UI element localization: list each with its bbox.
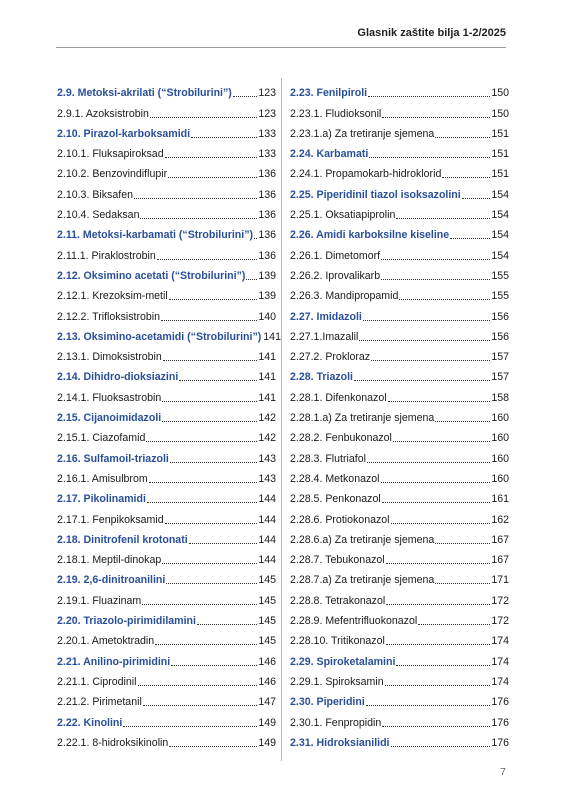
toc-entry-page: 144 xyxy=(258,493,276,506)
toc-entry-page: 141 xyxy=(258,391,276,404)
toc-entry-label: 2.9. Metoksi-akrilati (“Strobilurini”) xyxy=(57,87,232,100)
toc-leader-dots xyxy=(123,726,257,727)
toc-leader-dots xyxy=(162,421,257,422)
toc-entry-page: 160 xyxy=(491,472,509,485)
toc-entry-label: 2.22. Kinolini xyxy=(57,716,123,729)
toc-section-entry[interactable] xyxy=(57,708,276,728)
toc-entry-label: 2.28.9. Mefentrifluokonazol xyxy=(290,615,418,628)
toc-entry[interactable] xyxy=(57,201,276,221)
toc-leader-dots xyxy=(147,502,257,503)
toc-entry-page: 174 xyxy=(491,635,509,648)
toc-leader-dots xyxy=(149,482,258,483)
toc-entry-label: 2.16. Sulfamoil-triazoli xyxy=(57,452,169,465)
toc-entry-label: 2.28.5. Penkonazol xyxy=(290,493,381,506)
toc-entry[interactable] xyxy=(57,140,276,160)
toc-entry[interactable] xyxy=(290,566,509,586)
toc-entry[interactable] xyxy=(290,282,509,302)
toc-leader-dots xyxy=(134,198,257,199)
toc-entry-label: 2.11. Metoksi-karbamati (“Strobilurini”) xyxy=(57,229,254,242)
toc-entry-label: 2.26.2. Iprovalikarb xyxy=(290,269,381,282)
toc-section-entry[interactable] xyxy=(57,485,276,505)
toc-section-entry[interactable] xyxy=(290,363,509,383)
toc-entry-label: 2.28. Triazoli xyxy=(290,371,354,384)
toc-entry[interactable] xyxy=(290,526,509,546)
toc-leader-dots xyxy=(386,563,491,564)
toc-leader-dots xyxy=(435,137,490,138)
toc-entry-label: 2.30.1. Fenpropidin xyxy=(290,716,382,729)
toc-entry-label: 2.24.1. Propamokarb-hidroklorid xyxy=(290,168,442,181)
toc-entry-label: 2.17.1. Fenpikoksamid xyxy=(57,513,164,526)
toc-entry-label: 2.14. Dihidro-dioksiazini xyxy=(57,371,179,384)
toc-entry-page: 157 xyxy=(491,371,509,384)
toc-leader-dots xyxy=(155,644,257,645)
toc-entry-label: 2.26.1. Dimetomorf xyxy=(290,249,381,262)
toc-entry[interactable] xyxy=(290,586,509,606)
toc-entry-label: 2.27. Imidazoli xyxy=(290,310,362,323)
toc-entry-label: 2.23.1.a) Za tretiranje sjemena xyxy=(290,127,435,140)
toc-entry-page: 167 xyxy=(491,554,509,567)
toc-leader-dots xyxy=(393,441,490,442)
toc-leader-dots xyxy=(138,685,258,686)
toc-entry[interactable] xyxy=(290,607,509,627)
toc-entry-label: 2.12.2. Trifloksistrobin xyxy=(57,310,161,323)
toc-leader-dots xyxy=(354,380,490,381)
toc-entry-page: 174 xyxy=(491,675,509,688)
toc-entry-page: 174 xyxy=(491,655,509,668)
toc-leader-dots xyxy=(162,563,257,564)
toc-entry[interactable] xyxy=(57,343,276,363)
toc-entry-page: 157 xyxy=(491,351,509,364)
toc-leader-dots xyxy=(368,96,490,97)
toc-entry-page: 133 xyxy=(258,148,276,161)
toc-entry[interactable] xyxy=(57,586,276,606)
toc-entry[interactable] xyxy=(290,444,509,464)
toc-leader-dots xyxy=(382,726,490,727)
toc-leader-dots xyxy=(168,177,257,178)
toc-leader-dots xyxy=(385,685,491,686)
toc-entry-page: 160 xyxy=(491,452,509,465)
toc-entry[interactable] xyxy=(290,262,509,282)
header-rule xyxy=(56,47,506,48)
toc-section-entry[interactable] xyxy=(290,180,509,200)
toc-entry[interactable] xyxy=(290,241,509,261)
toc-entry-label: 2.28.1. Difenkonazol xyxy=(290,391,387,404)
toc-entry-page: 162 xyxy=(491,513,509,526)
toc-entry[interactable] xyxy=(290,404,509,424)
toc-entry-label: 2.21.1. Ciprodinil xyxy=(57,675,137,688)
toc-section-entry[interactable] xyxy=(290,688,509,708)
toc-leader-dots xyxy=(166,583,257,584)
toc-section-entry[interactable] xyxy=(57,262,276,282)
toc-leader-dots xyxy=(435,543,490,544)
toc-entry-page: 154 xyxy=(491,209,509,222)
toc-leader-dots xyxy=(146,441,257,442)
journal-title: Glasnik zaštite bilja 1-2/2025 xyxy=(357,27,506,39)
toc-entry[interactable] xyxy=(57,424,276,444)
toc-entry-label: 2.29. Spiroketalamini xyxy=(290,655,396,668)
toc-entry-page: 149 xyxy=(258,736,276,749)
toc-entry[interactable] xyxy=(57,668,276,688)
toc-entry[interactable] xyxy=(290,383,509,403)
toc-entry[interactable] xyxy=(290,505,509,525)
toc-entry-label: 2.28.6. Protiokonazol xyxy=(290,513,390,526)
toc-leader-dots xyxy=(382,117,490,118)
toc-entry-page: 145 xyxy=(258,615,276,628)
toc-entry-label: 2.11.1. Piraklostrobin xyxy=(57,249,156,262)
toc-leader-dots xyxy=(165,523,258,524)
toc-entry-label: 2.28.2. Fenbukonazol xyxy=(290,432,392,445)
toc-entry-page: 136 xyxy=(258,249,276,262)
toc-entry-label: 2.20. Triazolo-pirimidilamini xyxy=(57,615,196,628)
toc-entry-page: 167 xyxy=(491,533,509,546)
toc-entry-page: 160 xyxy=(491,412,509,425)
toc-leader-dots xyxy=(399,299,490,300)
toc-entry-page: 123 xyxy=(258,107,276,120)
toc-entry-page: 146 xyxy=(258,655,276,668)
toc-entry[interactable] xyxy=(57,465,276,485)
toc-entry-page: 142 xyxy=(258,412,276,425)
toc-entry-label: 2.23. Fenilpiroli xyxy=(290,87,368,100)
toc-entry[interactable] xyxy=(57,688,276,708)
toc-leader-dots xyxy=(366,705,491,706)
toc-leader-dots xyxy=(363,320,490,321)
toc-leader-dots xyxy=(157,259,258,260)
toc-section-entry[interactable] xyxy=(290,221,509,241)
toc-entry-label: 2.29.1. Spiroksamin xyxy=(290,675,384,688)
toc-leader-dots xyxy=(191,137,257,138)
toc-leader-dots xyxy=(142,604,257,605)
toc-entry-label: 2.25.1. Oksatiapiprolin xyxy=(290,209,396,222)
toc-leader-dots xyxy=(388,401,491,402)
toc-section-entry[interactable] xyxy=(290,79,509,99)
toc-leader-dots xyxy=(197,624,257,625)
toc-entry-page: 158 xyxy=(491,391,509,404)
toc-entry[interactable] xyxy=(57,383,276,403)
toc-section-entry[interactable] xyxy=(57,607,276,627)
toc-entry-page: 143 xyxy=(258,472,276,485)
toc-entry-label: 2.20.1. Ametoktradin xyxy=(57,635,155,648)
toc-leader-dots xyxy=(418,624,490,625)
toc-entry-label: 2.15.1. Ciazofamid xyxy=(57,432,146,445)
toc-leader-dots xyxy=(435,421,490,422)
toc-section-entry[interactable] xyxy=(290,140,509,160)
toc-leader-dots xyxy=(391,746,491,747)
toc-leader-dots xyxy=(169,746,257,747)
toc-entry-page: 145 xyxy=(258,635,276,648)
toc-entry-page: 145 xyxy=(258,594,276,607)
toc-leader-dots xyxy=(442,177,490,178)
toc-leader-dots xyxy=(382,502,491,503)
toc-entry[interactable] xyxy=(290,668,509,688)
toc-left-column xyxy=(57,79,281,749)
toc-entry-label: 2.10.3. Biksafen xyxy=(57,188,133,201)
toc-entry-label: 2.13. Oksimino-acetamidi (“Strobilurini”) xyxy=(57,330,262,343)
toc-entry-page: 144 xyxy=(258,554,276,567)
toc-section-entry[interactable] xyxy=(57,526,276,546)
toc-entry[interactable] xyxy=(57,546,276,566)
toc-entry-label: 2.17. Pikolinamidi xyxy=(57,493,146,506)
toc-section-entry[interactable] xyxy=(57,221,276,241)
toc-leader-dots xyxy=(391,523,491,524)
toc-entry-page: 141 xyxy=(258,351,276,364)
toc-entry[interactable] xyxy=(57,302,276,322)
toc-entry[interactable] xyxy=(290,708,509,728)
toc-entry-label: 2.26.3. Mandipropamid xyxy=(290,290,399,303)
toc-entry-label: 2.28.7. Tebukonazol xyxy=(290,554,385,567)
toc-leader-dots xyxy=(170,462,257,463)
toc-entry-label: 2.24. Karbamati xyxy=(290,148,369,161)
toc-entry-label: 2.10. Pirazol-karboksamidi xyxy=(57,127,191,140)
toc-leader-dots xyxy=(359,340,490,341)
toc-entry-page: 172 xyxy=(491,615,509,628)
toc-leader-dots xyxy=(371,360,490,361)
toc-section-entry[interactable] xyxy=(290,302,509,322)
toc-section-entry[interactable] xyxy=(57,647,276,667)
toc-entry-label: 2.22.1. 8-hidroksikinolin xyxy=(57,736,169,749)
toc-entry-page: 141 xyxy=(263,330,281,343)
toc-entry-label: 2.25. Piperidinil tiazol isoksazolini xyxy=(290,188,461,201)
toc-section-entry[interactable] xyxy=(290,647,509,667)
toc-entry[interactable] xyxy=(57,505,276,525)
toc-entry-label: 2.28.1.a) Za tretiranje sjemena xyxy=(290,412,435,425)
toc-entry[interactable] xyxy=(290,160,509,180)
toc-entry[interactable] xyxy=(57,729,276,749)
toc-entry-page: 150 xyxy=(491,107,509,120)
toc-entry-label: 2.19.1. Fluazinam xyxy=(57,594,142,607)
toc-entry-page: 123 xyxy=(258,87,276,100)
toc-leader-dots xyxy=(396,665,490,666)
toc-entry-label: 2.10.1. Fluksapiroksad xyxy=(57,148,164,161)
toc-entry-label: 2.10.4. Sedaksan xyxy=(57,209,140,222)
toc-entry-page: 151 xyxy=(491,127,509,140)
toc-entry-label: 2.27.2. Prokloraz xyxy=(290,351,371,364)
toc-section-entry[interactable] xyxy=(57,363,276,383)
toc-section-entry[interactable] xyxy=(57,79,276,99)
toc-entry-page: 146 xyxy=(258,675,276,688)
toc-entry-label: 2.28.6.a) Za tretiranje sjemena xyxy=(290,533,435,546)
toc-entry[interactable] xyxy=(290,546,509,566)
toc-entry[interactable] xyxy=(57,282,276,302)
toc-leader-dots xyxy=(381,279,490,280)
toc-entry-label: 2.30. Piperidini xyxy=(290,696,365,709)
toc-entry-page: 161 xyxy=(491,493,509,506)
toc-entry-page: 160 xyxy=(491,432,509,445)
toc-entry-label: 2.26. Amidi karboksilne kiseline xyxy=(290,229,450,242)
toc-leader-dots xyxy=(381,482,491,483)
toc-entry-page: 140 xyxy=(258,310,276,323)
toc-entry-label: 2.27.1.Imazalil xyxy=(290,330,359,343)
toc-entry-label: 2.9.1. Azoksistrobin xyxy=(57,107,149,120)
toc-entry[interactable] xyxy=(290,465,509,485)
toc-entry[interactable] xyxy=(290,485,509,505)
toc-entry-page: 151 xyxy=(491,148,509,161)
toc-entry-page: 172 xyxy=(491,594,509,607)
toc-entry-page: 156 xyxy=(491,330,509,343)
toc-leader-dots xyxy=(140,218,257,219)
toc-leader-dots xyxy=(162,401,257,402)
toc-leader-dots xyxy=(189,543,258,544)
toc-entry-label: 2.21. Anilino-pirimidini xyxy=(57,655,171,668)
toc-entry-page: 133 xyxy=(258,127,276,140)
toc-leader-dots xyxy=(169,299,258,300)
toc-section-entry[interactable] xyxy=(57,323,281,343)
toc-entry-label: 2.21.2. Pirimetanil xyxy=(57,696,142,709)
toc-entry-label: 2.15. Cijanoimidazoli xyxy=(57,412,162,425)
toc-entry[interactable] xyxy=(290,120,509,140)
toc-entry-label: 2.14.1. Fluoksastrobin xyxy=(57,391,162,404)
toc-entry-label: 2.28.3. Flutriafol xyxy=(290,452,366,465)
toc-leader-dots xyxy=(161,320,257,321)
toc-entry-page: 155 xyxy=(491,290,509,303)
toc-entry-label: 2.23.1. Fludioksonil xyxy=(290,107,382,120)
toc-entry-label: 2.12. Oksimino acetati (“Strobilurini”) xyxy=(57,269,246,282)
toc-entry[interactable] xyxy=(57,627,276,647)
toc-entry-page: 139 xyxy=(258,269,276,282)
toc-leader-dots xyxy=(381,259,490,260)
toc-entry-page: 136 xyxy=(258,168,276,181)
toc-entry-page: 145 xyxy=(258,574,276,587)
toc-entry-page: 176 xyxy=(491,716,509,729)
toc-leader-dots xyxy=(150,117,257,118)
toc-entry[interactable] xyxy=(290,201,509,221)
toc-leader-dots xyxy=(254,238,257,239)
toc-leader-dots xyxy=(450,238,490,239)
toc-entry-label: 2.18.1. Meptil-dinokap xyxy=(57,554,162,567)
toc-entry-page: 150 xyxy=(491,87,509,100)
toc-leader-dots xyxy=(179,380,257,381)
toc-leader-dots xyxy=(233,96,257,97)
toc-leader-dots xyxy=(165,157,258,158)
toc-entry[interactable] xyxy=(290,343,509,363)
toc-entry-page: 154 xyxy=(491,188,509,201)
toc-leader-dots xyxy=(143,705,258,706)
toc-leader-dots xyxy=(435,583,490,584)
toc-leader-dots xyxy=(386,644,491,645)
toc-entry-page: 149 xyxy=(258,716,276,729)
toc-entry-page: 144 xyxy=(258,513,276,526)
toc-entry-page: 154 xyxy=(491,229,509,242)
toc-entry-label: 2.18. Dinitrofenil krotonati xyxy=(57,533,188,546)
toc-section-entry[interactable] xyxy=(290,729,509,749)
toc-entry-page: 139 xyxy=(258,290,276,303)
toc-entry-page: 144 xyxy=(258,533,276,546)
toc-entry-label: 2.10.2. Benzovindiflupir xyxy=(57,168,168,181)
toc-entry[interactable] xyxy=(290,99,509,119)
toc-entry-page: 154 xyxy=(491,249,509,262)
toc-entry[interactable] xyxy=(57,160,276,180)
toc-entry-label: 2.13.1. Dimoksistrobin xyxy=(57,351,162,364)
toc-leader-dots xyxy=(386,604,490,605)
toc-entry[interactable] xyxy=(57,99,276,119)
toc-entry[interactable] xyxy=(57,180,276,200)
toc-entry[interactable] xyxy=(290,627,509,647)
toc-entry-label: 2.12.1. Krezoksim-metil xyxy=(57,290,168,303)
toc-leader-dots xyxy=(246,279,257,280)
toc-entry-page: 141 xyxy=(258,371,276,384)
toc-entry-page: 156 xyxy=(491,310,509,323)
toc-entry[interactable] xyxy=(290,323,509,343)
toc-entry-page: 176 xyxy=(491,736,509,749)
toc-entry-page: 151 xyxy=(491,168,509,181)
toc-leader-dots xyxy=(462,198,491,199)
toc-section-entry[interactable] xyxy=(57,566,276,586)
toc-leader-dots xyxy=(163,360,258,361)
toc-section-entry[interactable] xyxy=(57,404,276,424)
toc-entry[interactable] xyxy=(290,424,509,444)
toc-entry-page: 155 xyxy=(491,269,509,282)
toc-entry-label: 2.31. Hidroksianilidi xyxy=(290,736,390,749)
toc-entry-label: 2.28.7.a) Za tretiranje sjemena xyxy=(290,574,435,587)
toc-entry-page: 143 xyxy=(258,452,276,465)
toc-entry-page: 136 xyxy=(258,188,276,201)
toc-entry-page: 142 xyxy=(258,432,276,445)
toc-entry-label: 2.28.8. Tetrakonazol xyxy=(290,594,386,607)
toc-entry-page: 136 xyxy=(258,229,276,242)
toc-entry-page: 136 xyxy=(258,209,276,222)
toc-entry-label: 2.28.10. Tritikonazol xyxy=(290,635,385,648)
toc-right-column xyxy=(290,79,509,749)
toc-leader-dots xyxy=(171,665,257,666)
toc-section-entry[interactable] xyxy=(57,444,276,464)
toc-leader-dots xyxy=(396,218,490,219)
toc-section-entry[interactable] xyxy=(57,120,276,140)
toc-entry-label: 2.16.1. Amisulbrom xyxy=(57,472,148,485)
toc-entry-label: 2.19. 2,6-dinitroanilini xyxy=(57,574,166,587)
toc-entry-page: 171 xyxy=(491,574,509,587)
page-number: 7 xyxy=(500,766,506,778)
toc-entry-label: 2.28.4. Metkonazol xyxy=(290,472,380,485)
toc-entry[interactable] xyxy=(57,241,276,261)
toc-entry-page: 147 xyxy=(258,696,276,709)
column-divider xyxy=(281,78,282,761)
toc-leader-dots xyxy=(367,462,490,463)
toc-leader-dots xyxy=(369,157,490,158)
toc-entry-page: 176 xyxy=(491,696,509,709)
